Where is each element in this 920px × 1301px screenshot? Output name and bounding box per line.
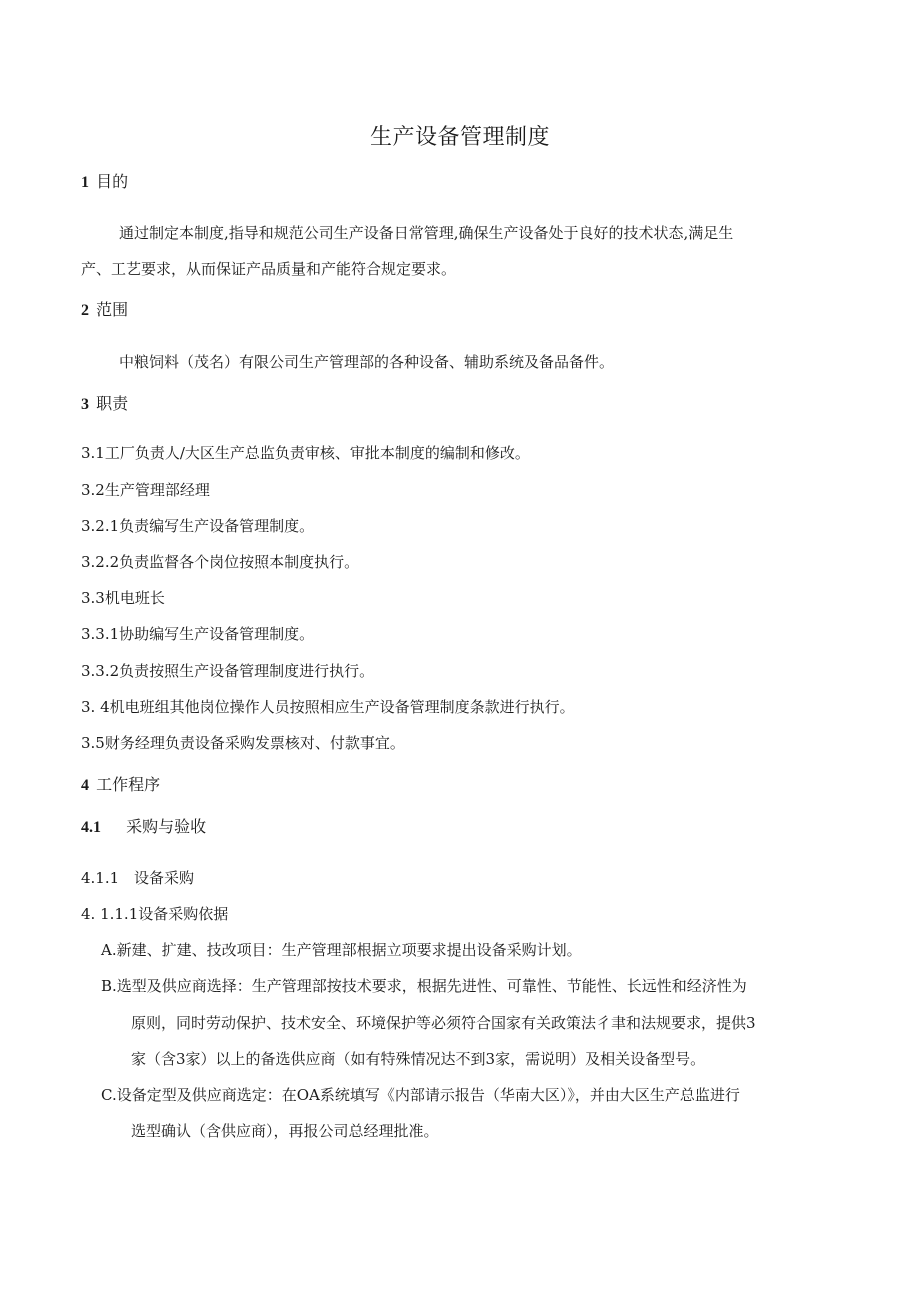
list-item: 3.3.2负责按照生产设备管理制度进行执行。 <box>81 662 375 680</box>
list-item-a: A.新建、扩建、技改项目：生产管理部根据立项要求提出设备采购计划。 <box>101 941 582 959</box>
list-item: 3.3机电班长 <box>81 589 165 607</box>
list-item: 3.2.2负责监督各个岗位按照本制度执行。 <box>81 553 360 571</box>
subsection-title: 设备采购 <box>133 869 194 887</box>
subsection-heading: 4. 1.1.1设备采购依据 <box>81 905 229 923</box>
paragraph-line: 通过制定本制度,指导和规范公司生产设备日常管理,确保生产设备处于良好的技术状态,满足生 <box>119 224 734 242</box>
section-number: 2 <box>81 302 89 319</box>
subsection-heading <box>81 817 206 838</box>
paragraph-line: 产、工艺要求，从而保证产品质量和产能符合规定要求。 <box>81 260 457 278</box>
section-title: 职责 <box>96 394 129 413</box>
section-number: 1 <box>81 174 89 191</box>
list-item: 3.3.1协助编写生产设备管理制度。 <box>81 625 315 643</box>
list-item: 3.2.1负责编写生产设备管理制度。 <box>81 517 315 535</box>
list-item: 3.5财务经理负责设备采购发票核对、付款事宜。 <box>81 734 405 752</box>
list-item-b: B.选型及供应商选择：生产管理部按技术要求，根据先进性、可靠性、节能性、长远性和经济性为 <box>101 977 747 995</box>
section-heading-procedure <box>81 775 160 796</box>
subsection-number: 4.1 <box>81 819 101 836</box>
subsection-title: 采购与验收 <box>126 817 207 836</box>
list-item: 3.1工厂负责人/大区生产总监负责审核、审批本制度的编制和修改。 <box>81 444 530 462</box>
list-item-b-continuation: 原则，同时劳动保护、技术安全、环境保护等必须符合国家有关政策法彳聿和法规要求，提供3 <box>131 1014 756 1032</box>
section-title: 范围 <box>96 300 129 319</box>
list-item-b-continuation: 家（含3家）以上的备选供应商（如有特殊情况达不到3家，需说明）及相关设备型号。 <box>131 1050 706 1068</box>
subsection-number: 4.1.1 <box>81 869 120 887</box>
section-heading-responsibilities <box>81 394 128 415</box>
document-title: 生产设备管理制度 <box>369 125 550 150</box>
list-item: 3. 4机电班组其他岗位操作人员按照相应生产设备管理制度条款进行执行。 <box>81 698 575 716</box>
section-number: 3 <box>81 396 89 413</box>
section-title: 目的 <box>96 172 129 191</box>
section-title: 工作程序 <box>96 775 161 794</box>
paragraph-line: 中粮饲料（茂名）有限公司生产管理部的各种设备、辅助系统及备品备件。 <box>119 353 615 371</box>
subsection-heading <box>81 868 194 888</box>
list-item: 3.2生产管理部经理 <box>81 481 210 499</box>
list-item-c: C.设备定型及供应商选定：在OA系统填写《内部请示报告（华南大区）》，并由大区生产总监进行 <box>101 1086 740 1104</box>
section-number: 4 <box>81 777 89 794</box>
list-item-c-continuation: 选型确认（含供应商），再报公司总经理批准。 <box>131 1122 439 1140</box>
section-heading-purpose <box>81 172 128 193</box>
section-heading-scope <box>81 300 128 321</box>
